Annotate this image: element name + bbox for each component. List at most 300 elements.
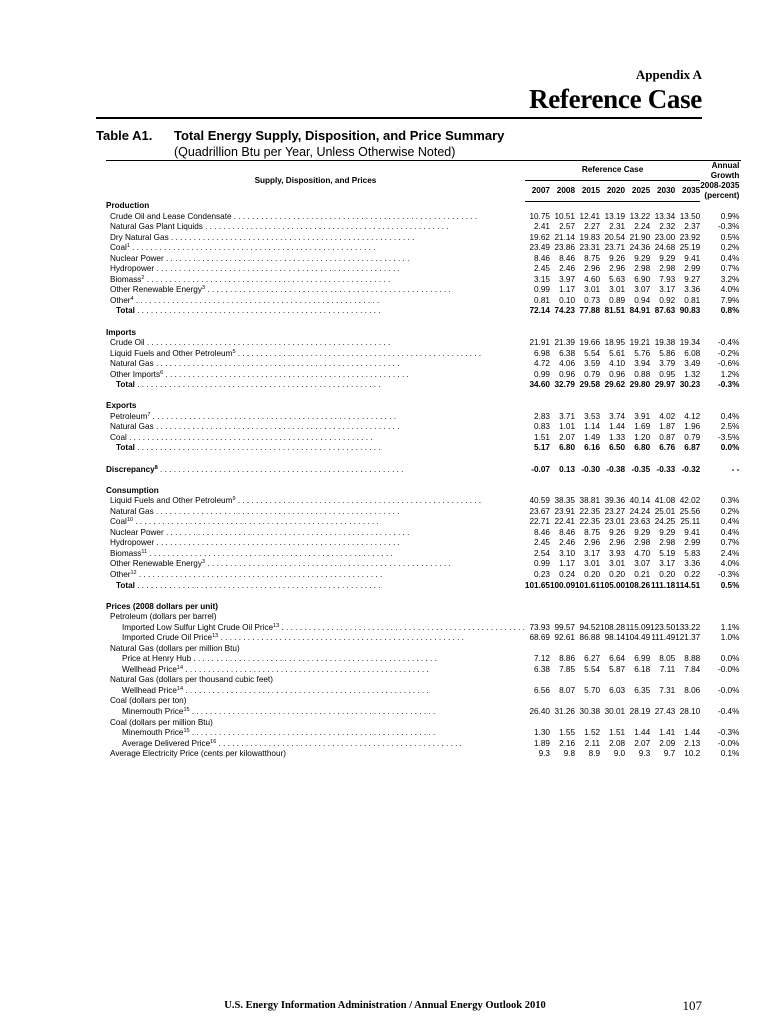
- value-cell: 8.05: [659, 654, 676, 664]
- value-cell: 1.89: [534, 738, 550, 748]
- growth-cell: 0.0%: [720, 443, 740, 453]
- value-cell: 23.63: [629, 517, 651, 527]
- row-label: Petroleum (dollars per barrel): [110, 612, 217, 622]
- value-cell: 10.75: [529, 211, 550, 221]
- value-cell: 2.46: [559, 538, 575, 548]
- value-cell: 2.32: [659, 222, 676, 232]
- value-cell: 123.50: [650, 622, 676, 632]
- value-cell: 0.92: [659, 295, 676, 305]
- value-cell: 4.60: [584, 274, 601, 284]
- row-label: Biomass$^{11}$ . . .: [106, 549, 525, 560]
- row-label: Wellhead Price$^{14}$ . . .: [106, 665, 525, 676]
- value-cell: 9.3: [538, 749, 550, 759]
- value-cell: 2.24: [634, 222, 651, 232]
- table-row: [106, 739, 741, 750]
- table-row: [106, 243, 741, 254]
- value-cell: 30.38: [579, 707, 601, 717]
- value-cell: 0.24: [559, 569, 575, 579]
- value-cell: 3.74: [609, 411, 626, 421]
- value-cell: 1.96: [684, 422, 701, 432]
- value-cell: 18.95: [604, 338, 626, 348]
- total-row: [106, 465, 741, 476]
- table-row: [106, 233, 741, 244]
- value-cell: 1.52: [584, 728, 601, 738]
- value-cell: -0.38: [606, 464, 626, 474]
- growth-cell: 1.0%: [720, 633, 740, 643]
- value-cell: 2.13: [684, 738, 701, 748]
- value-cell: 7.11: [659, 664, 676, 674]
- value-cell: 22.35: [579, 506, 601, 516]
- row-label: Other$^{12}$ . . .: [106, 570, 525, 581]
- value-cell: 0.81: [684, 295, 701, 305]
- value-cell: 7.31: [659, 685, 676, 695]
- row-label: Average Delivered Price$^{16}$ . . .: [106, 739, 525, 750]
- footnote-ref: 4: [130, 295, 134, 302]
- footnote-ref: 15: [183, 707, 190, 714]
- value-cell: 7.84: [684, 664, 701, 674]
- value-cell: 5.54: [584, 348, 601, 358]
- growth-cell: 0.0%: [720, 654, 740, 664]
- row-label: Natural Gas Plant Liquids . . .: [106, 222, 525, 233]
- value-cell: 133.22: [675, 622, 701, 632]
- value-cell: 9.41: [684, 527, 701, 537]
- spacer-row: [106, 391, 741, 402]
- row-label: Crude Oil . . .: [106, 338, 525, 349]
- table-row: [106, 686, 741, 697]
- value-cell: 29.62: [604, 380, 626, 390]
- row-label: Price at Henry Hub . . .: [106, 654, 525, 665]
- row-label: Hydropower . . .: [106, 264, 525, 275]
- growth-cell: -0.0%: [718, 738, 740, 748]
- value-cell: 25.56: [679, 506, 701, 516]
- value-cell: 9.8: [563, 749, 575, 759]
- value-cell: 68.69: [529, 633, 550, 643]
- value-cell: 5.76: [634, 348, 651, 358]
- value-cell: 20.54: [604, 232, 626, 242]
- row-label: Imported Low Sulfur Light Crude Oil Price$^{13}$ . . .: [106, 623, 525, 634]
- value-cell: 13.22: [629, 211, 651, 221]
- value-cell: 3.94: [634, 359, 651, 369]
- value-cell: 23.92: [679, 232, 701, 242]
- year-header: 2025: [625, 181, 650, 201]
- table-row: [106, 665, 741, 676]
- value-cell: 0.21: [634, 569, 651, 579]
- table-row: [106, 696, 741, 707]
- value-cell: 9.29: [634, 253, 651, 263]
- growth-cell: -0.3%: [718, 222, 740, 232]
- value-cell: 23.00: [654, 232, 676, 242]
- value-cell: 1.01: [559, 422, 575, 432]
- table-row: [106, 359, 741, 370]
- value-cell: 1.17: [559, 285, 575, 295]
- value-cell: 0.13: [559, 464, 575, 474]
- table-row: [106, 570, 741, 581]
- growth-cell: -0.4%: [718, 707, 740, 717]
- value-cell: 6.38: [534, 664, 550, 674]
- table-row: [106, 707, 741, 718]
- value-cell: 22.41: [554, 517, 575, 527]
- value-cell: 0.79: [684, 432, 701, 442]
- table-row: [106, 349, 741, 360]
- table-row: [106, 517, 741, 528]
- table-row: [106, 412, 741, 423]
- value-cell: 28.19: [629, 707, 651, 717]
- value-cell: 100.09: [549, 580, 575, 590]
- value-cell: 0.88: [634, 369, 651, 379]
- row-label: Coal$^{10}$ . . .: [106, 517, 525, 528]
- value-cell: 2.57: [559, 222, 575, 232]
- value-cell: 29.97: [654, 380, 676, 390]
- value-cell: 19.34: [679, 338, 701, 348]
- row-label: Coal . . .: [106, 433, 525, 444]
- table-row: [106, 749, 741, 760]
- value-cell: 2.98: [634, 538, 651, 548]
- value-cell: 0.83: [534, 422, 550, 432]
- value-cell: 1.41: [659, 728, 676, 738]
- value-cell: 98.14: [604, 633, 626, 643]
- value-cell: 2.09: [659, 738, 676, 748]
- value-cell: 0.89: [609, 295, 626, 305]
- growth-cell: 0.7%: [720, 264, 740, 274]
- value-cell: 2.07: [634, 738, 651, 748]
- total-row: [106, 581, 741, 592]
- value-cell: 3.71: [559, 411, 575, 421]
- value-cell: 3.17: [659, 559, 676, 569]
- value-cell: 8.46: [559, 253, 575, 263]
- value-cell: 30.01: [604, 707, 626, 717]
- value-cell: 6.27: [584, 654, 601, 664]
- value-cell: 0.95: [659, 369, 676, 379]
- row-label: Natural Gas (dollars per million Btu): [110, 643, 240, 653]
- growth-cell: 0.5%: [720, 580, 740, 590]
- value-cell: 3.36: [684, 559, 701, 569]
- value-cell: 1.44: [684, 728, 701, 738]
- value-cell: 73.93: [529, 622, 550, 632]
- value-cell: 0.22: [684, 569, 701, 579]
- table-row: [106, 222, 741, 233]
- value-cell: 72.14: [529, 306, 550, 316]
- value-cell: 2.98: [659, 538, 676, 548]
- value-cell: 1.44: [609, 422, 626, 432]
- value-cell: 108.28: [600, 622, 626, 632]
- total-row: [106, 443, 741, 454]
- row-label: Minemouth Price$^{15}$ . . .: [106, 707, 525, 718]
- growth-cell: 0.9%: [720, 211, 740, 221]
- growth-cell: 1.2%: [720, 369, 740, 379]
- value-cell: 28.10: [679, 707, 701, 717]
- value-cell: 24.25: [654, 517, 676, 527]
- year-header: 2030: [650, 181, 675, 201]
- row-label: Consumption: [106, 485, 159, 495]
- value-cell: 6.64: [609, 654, 626, 664]
- footnote-ref: 13: [273, 622, 280, 629]
- table-row: [106, 264, 741, 275]
- value-cell: 41.08: [654, 496, 676, 506]
- value-cell: 2.54: [534, 548, 550, 558]
- table-row: [106, 728, 741, 739]
- growth-cell: 0.5%: [720, 232, 740, 242]
- value-cell: 3.79: [659, 359, 676, 369]
- value-cell: 111.18: [651, 580, 676, 590]
- footnote-ref: 3: [201, 285, 205, 292]
- table-row: [106, 654, 741, 665]
- value-cell: 105.00: [600, 580, 626, 590]
- value-cell: 2.96: [584, 264, 601, 274]
- row-label: Minemouth Price$^{15}$ . . .: [106, 728, 525, 739]
- section-row: [106, 486, 741, 497]
- value-cell: 9.29: [634, 527, 651, 537]
- growth-cell: -3.5%: [718, 432, 740, 442]
- row-label: Other Imports$^6$ . . .: [106, 370, 525, 381]
- year-header: 2015: [575, 181, 600, 201]
- value-cell: -0.33: [656, 464, 676, 474]
- row-label: Total . . .: [106, 306, 525, 317]
- table-row: [106, 507, 741, 518]
- value-cell: 39.36: [604, 496, 626, 506]
- growth-cell: -0.3%: [718, 569, 740, 579]
- value-cell: 5.63: [609, 274, 626, 284]
- value-cell: 6.87: [684, 443, 701, 453]
- table-row: [106, 644, 741, 655]
- value-cell: 0.81: [534, 295, 550, 305]
- value-cell: 23.49: [529, 243, 550, 253]
- row-label: Other$^4$ . . .: [106, 296, 525, 307]
- footnote-ref: 12: [130, 569, 137, 576]
- spacer-row: [106, 317, 741, 328]
- value-cell: 5.86: [659, 348, 676, 358]
- row-label: Total . . .: [106, 380, 525, 391]
- table-row: [106, 528, 741, 539]
- value-cell: 24.36: [629, 243, 651, 253]
- growth-cell: -0.6%: [718, 359, 740, 369]
- row-label: Liquid Fuels and Other Petroleum$^9$ . . .: [106, 496, 525, 507]
- value-cell: 92.61: [554, 633, 575, 643]
- value-cell: 6.99: [634, 654, 651, 664]
- footnote-ref: 5: [232, 348, 236, 355]
- row-label: Imports: [106, 327, 137, 337]
- row-label: Coal$^1$ . . .: [106, 243, 525, 254]
- value-cell: 10.2: [684, 749, 701, 759]
- value-cell: 2.46: [559, 264, 575, 274]
- value-cell: 24.24: [629, 506, 651, 516]
- value-cell: 2.99: [684, 538, 701, 548]
- footnote-ref: 8: [154, 464, 158, 471]
- value-cell: 22.35: [579, 517, 601, 527]
- footnote-ref: 2: [141, 274, 145, 281]
- value-cell: 2.96: [584, 538, 601, 548]
- value-cell: 8.46: [534, 527, 550, 537]
- value-cell: 9.29: [659, 253, 676, 263]
- row-label: Petroleum$^7$ . . .: [106, 412, 525, 423]
- value-cell: 6.18: [634, 664, 651, 674]
- value-cell: 0.20: [609, 569, 626, 579]
- row-label: Coal (dollars per million Btu): [110, 717, 213, 727]
- value-cell: 108.26: [625, 580, 651, 590]
- value-cell: 1.87: [659, 422, 676, 432]
- value-cell: 0.10: [559, 295, 575, 305]
- row-label: Hydropower . . .: [106, 538, 525, 549]
- section-row: [106, 201, 741, 212]
- table-row: [106, 338, 741, 349]
- row-label: Average Electricity Price (cents per kilowatthour): [110, 749, 286, 759]
- table-row: [106, 633, 741, 644]
- row-label: Liquid Fuels and Other Petroleum$^5$ . . .: [106, 349, 525, 360]
- row-label: Other Renewable Energy$^3$ . . .: [106, 559, 525, 570]
- growth-cell: 0.4%: [720, 411, 740, 421]
- value-cell: 10.51: [554, 211, 575, 221]
- value-cell: 1.49: [584, 432, 601, 442]
- section-row: [106, 602, 741, 613]
- row-label: Natural Gas . . .: [106, 422, 525, 433]
- row-label: Biomass$^2$ . . .: [106, 275, 525, 286]
- value-cell: 8.75: [584, 527, 601, 537]
- table-row: [106, 496, 741, 507]
- table-row: [106, 212, 741, 223]
- row-label: Crude Oil and Lease Condensate . . .: [106, 212, 525, 223]
- value-cell: 5.61: [609, 348, 626, 358]
- value-cell: 29.58: [579, 380, 601, 390]
- footnote-ref: 16: [210, 738, 217, 745]
- footnote-ref: 14: [176, 685, 184, 692]
- value-cell: 1.30: [534, 728, 550, 738]
- row-label: Nuclear Power . . .: [106, 528, 525, 539]
- footnote-ref: 1: [126, 243, 130, 250]
- value-cell: 3.01: [609, 559, 626, 569]
- value-cell: 6.80: [634, 443, 651, 453]
- page-number: 107: [682, 998, 702, 1013]
- row-label: Prices (2008 dollars per unit): [106, 601, 218, 611]
- value-cell: 0.20: [659, 569, 676, 579]
- value-cell: 0.79: [584, 369, 601, 379]
- growth-cell: 0.3%: [720, 496, 740, 506]
- table-row: [106, 370, 741, 381]
- table-label: Table A1.: [96, 128, 153, 143]
- value-cell: 19.66: [579, 338, 601, 348]
- footnote-ref: 13: [212, 633, 219, 640]
- value-cell: 13.50: [679, 211, 701, 221]
- value-cell: 6.98: [534, 348, 550, 358]
- value-cell: 21.39: [554, 338, 575, 348]
- table-row: [106, 623, 741, 634]
- spacer-row: [106, 591, 741, 602]
- value-cell: 30.23: [679, 380, 701, 390]
- row-label: Nuclear Power . . .: [106, 254, 525, 265]
- value-cell: 6.38: [559, 348, 575, 358]
- table-row: [106, 718, 741, 729]
- value-cell: 74.23: [554, 306, 575, 316]
- table-row: [106, 254, 741, 265]
- value-cell: 3.97: [559, 274, 575, 284]
- value-cell: 84.91: [629, 306, 651, 316]
- table-row: [106, 433, 741, 444]
- value-cell: 3.36: [684, 285, 701, 295]
- growth-cell: -0.0%: [718, 685, 740, 695]
- value-cell: 12.41: [579, 211, 601, 221]
- value-cell: 13.19: [604, 211, 626, 221]
- row-label: Coal (dollars per ton): [110, 696, 187, 706]
- row-label: Other Renewable Energy$^3$ . . .: [106, 285, 525, 296]
- appendix-label: Appendix A: [635, 67, 702, 82]
- value-cell: 3.53: [584, 411, 601, 421]
- row-label: Discrepancy$^8$ . . .: [106, 465, 525, 476]
- value-cell: 115.09: [625, 622, 651, 632]
- growth-cell: 4.0%: [720, 559, 740, 569]
- growth-cell: 4.0%: [720, 285, 740, 295]
- row-label: Imported Crude Oil Price$^{13}$ . . .: [106, 633, 525, 644]
- value-cell: 2.96: [609, 264, 626, 274]
- value-cell: 19.21: [629, 338, 651, 348]
- value-cell: 2.37: [684, 222, 701, 232]
- row-label: Production: [106, 201, 150, 210]
- value-cell: 0.94: [634, 295, 651, 305]
- value-cell: 2.08: [609, 738, 626, 748]
- value-cell: 121.37: [675, 633, 701, 643]
- growth-cell: 2.5%: [720, 422, 740, 432]
- growth-cell: 0.4%: [720, 527, 740, 537]
- value-cell: 77.88: [579, 306, 601, 316]
- year-header: 2035: [675, 181, 700, 201]
- value-cell: 25.01: [654, 506, 676, 516]
- title-rule: [96, 117, 702, 119]
- value-cell: 21.91: [529, 338, 550, 348]
- value-cell: 0.73: [584, 295, 601, 305]
- growth-cell: -0.4%: [718, 338, 740, 348]
- value-cell: 7.85: [559, 664, 575, 674]
- value-cell: 23.71: [604, 243, 626, 253]
- footnote-ref: 10: [126, 517, 133, 524]
- value-cell: 1.20: [634, 432, 651, 442]
- table-row: [106, 612, 741, 623]
- section-row: [106, 328, 741, 339]
- value-cell: 5.17: [534, 443, 550, 453]
- row-label: Exports: [106, 401, 137, 411]
- value-cell: 3.10: [559, 548, 575, 558]
- value-cell: 81.51: [604, 306, 626, 316]
- value-cell: 6.76: [659, 443, 676, 453]
- value-cell: 9.0: [613, 749, 626, 759]
- value-cell: 6.50: [609, 443, 626, 453]
- value-cell: 5.70: [584, 685, 601, 695]
- value-cell: 2.45: [534, 538, 550, 548]
- value-cell: 1.51: [534, 432, 550, 442]
- value-cell: 1.32: [684, 369, 701, 379]
- value-cell: 31.26: [554, 707, 575, 717]
- row-label: Natural Gas (dollars per thousand cubic feet): [110, 675, 273, 685]
- group-header: Reference Case: [525, 161, 700, 181]
- value-cell: 23.27: [604, 506, 626, 516]
- table-row: [106, 549, 741, 560]
- value-cell: 2.83: [534, 411, 550, 421]
- value-cell: 25.19: [679, 243, 701, 253]
- value-cell: 5.87: [609, 664, 626, 674]
- value-cell: 3.07: [634, 559, 651, 569]
- value-cell: 114.51: [675, 580, 701, 590]
- table-header: [106, 161, 741, 202]
- table-row: [106, 285, 741, 296]
- value-cell: 5.19: [659, 548, 676, 558]
- row-label: Natural Gas . . .: [106, 359, 525, 370]
- value-cell: 0.96: [609, 369, 626, 379]
- footnote-ref: 3: [201, 559, 205, 566]
- value-cell: 6.03: [609, 685, 626, 695]
- value-cell: 6.16: [584, 443, 601, 453]
- growth-cell: 7.9%: [720, 295, 740, 305]
- value-cell: 23.31: [579, 243, 601, 253]
- value-cell: 8.88: [684, 654, 701, 664]
- value-cell: 5.83: [684, 548, 701, 558]
- value-cell: 6.80: [559, 443, 575, 453]
- value-cell: 86.88: [579, 633, 601, 643]
